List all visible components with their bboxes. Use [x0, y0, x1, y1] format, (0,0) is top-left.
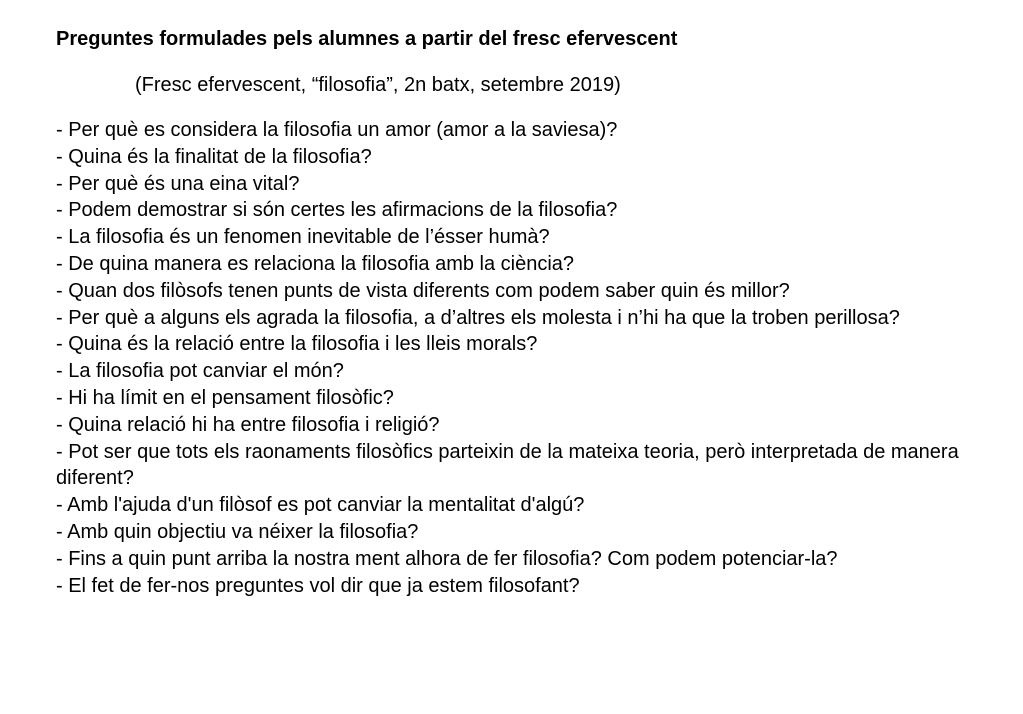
question-item: - Quina és la finalitat de la filosofia?	[56, 145, 372, 168]
question-item: - El fet de fer-nos preguntes vol dir que ja estem filosofant?	[56, 574, 580, 597]
question-item: - Per què es considera la filosofia un amor (amor a la saviesa)?	[56, 119, 618, 141]
question-item: - La filosofia és un fenomen inevitable de l’ésser humà?	[56, 226, 550, 249]
question-item: - La filosofia pot canviar el món?	[56, 360, 344, 383]
question-item: - Pot ser que tots els raonaments filosòfics parteixin de la mateixa teoria, però interpretada de manera diferent?	[56, 440, 959, 490]
question-item: - Quina relació hi ha entre filosofia i religió?	[56, 413, 440, 436]
question-item: - Podem demostrar si són certes les afirmacions de la filosofia?	[56, 199, 618, 222]
document-page	[56, 26, 996, 599]
document-subtitle: (Fresc efervescent, “filosofia”, 2n batx, setembre 2019)	[135, 74, 621, 96]
document-title: Preguntes formulades pels alumnes a partir del fresc efervescent	[56, 28, 678, 50]
question-item: - Amb l'ajuda d'un filòsof es pot canviar la mentalitat d'algú?	[56, 494, 585, 517]
question-item: - Per què és una eina vital?	[56, 172, 300, 195]
question-item: - Quina és la relació entre la filosofia i les lleis morals?	[56, 333, 538, 356]
question-list	[56, 117, 996, 599]
question-item: - Hi ha límit en el pensament filosòfic?	[56, 386, 394, 409]
question-item: - Fins a quin punt arriba la nostra ment alhora de fer filosofia? Com podem potenciar-la?	[56, 547, 838, 570]
question-item: - Quan dos filòsofs tenen punts de vista diferents com podem saber quin és millor?	[56, 279, 790, 302]
question-item: - Amb quin objectiu va néixer la filosofia?	[56, 520, 419, 543]
question-item: - De quina manera es relaciona la filosofia amb la ciència?	[56, 252, 575, 275]
question-item: - Per què a alguns els agrada la filosofia, a d’altres els molesta i n’hi ha que la troben perillosa?	[56, 306, 900, 329]
